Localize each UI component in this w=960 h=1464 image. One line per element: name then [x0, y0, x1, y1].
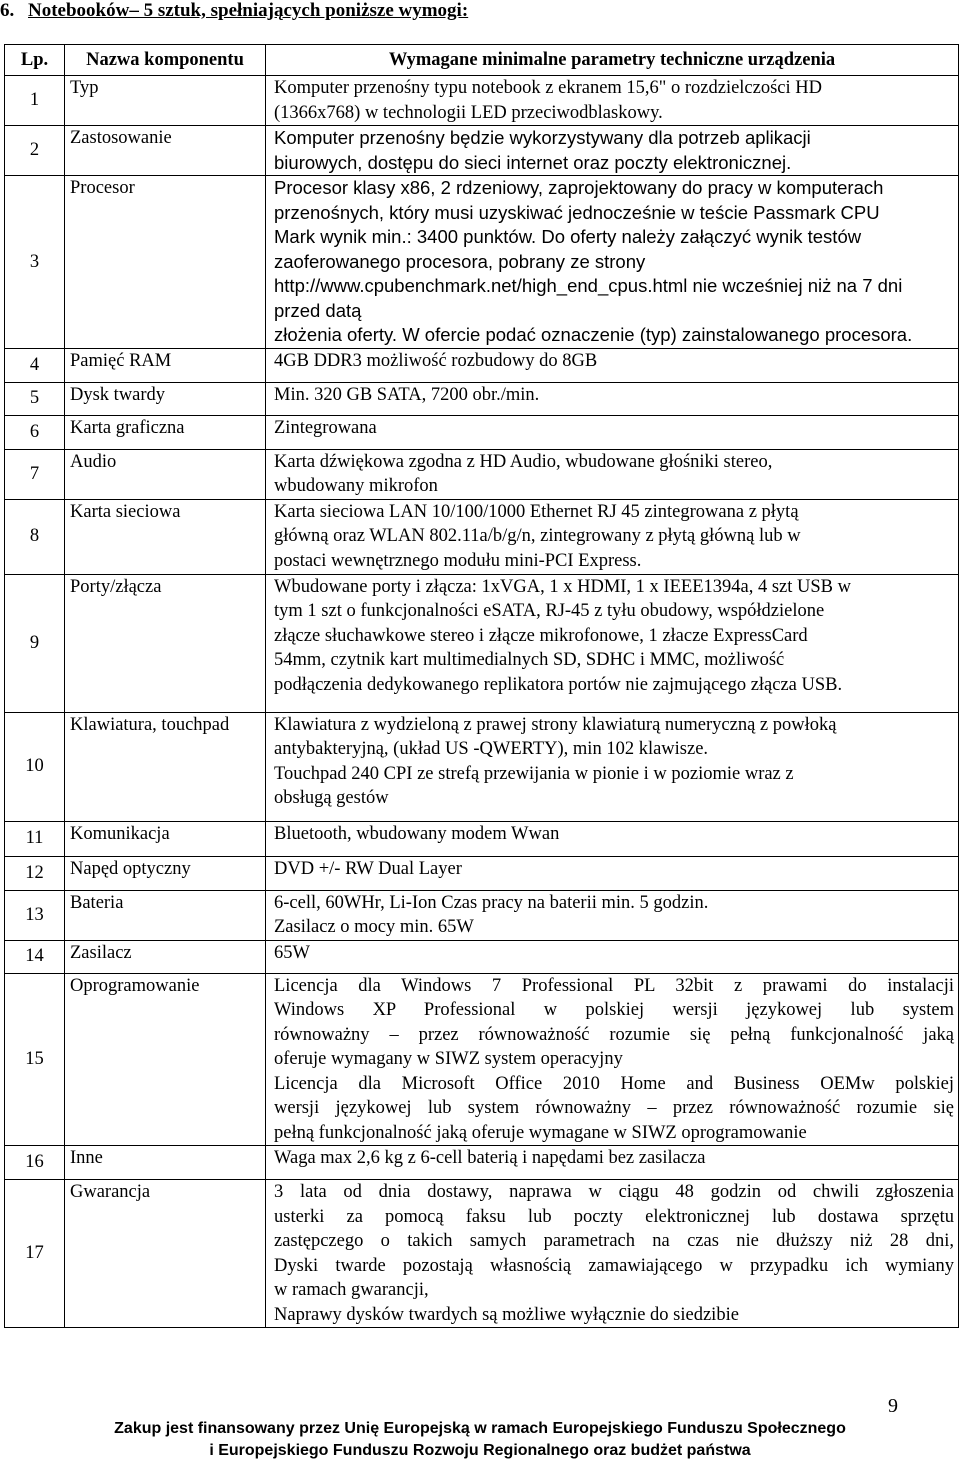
row-number: 11 — [5, 821, 65, 856]
requirement-line: postaci wewnętrznego modułu mini-PCI Express. — [274, 550, 642, 571]
requirement-line: 54mm, czytnik kart multimedialnych SD, SDHC i MMC, możliwość — [274, 650, 785, 670]
requirement-line: wbudowany mikrofon — [274, 476, 438, 496]
component-name: Zasilacz — [65, 940, 266, 973]
requirement-line: złącze słuchawkowe stereo i złącze mikrofonowe, 1 złacze ExpressCard — [274, 625, 808, 646]
component-name: Oprogramowanie — [65, 973, 266, 1146]
table-row — [5, 890, 959, 940]
requirement-line: Procesor klasy x86, 2 rdzeniowy, zaprojektowany do pracy w komputerach — [274, 177, 884, 198]
component-requirements — [266, 856, 959, 890]
requirement-line: tym 1 szt o funkcjonalności eSATA, RJ-45 z tyłu obudowy, współdzielone — [274, 601, 825, 621]
requirement-line: biurowych, dostępu do sieci internet oraz poczty elektronicznej. — [274, 151, 792, 173]
header-component: Nazwa komponentu — [65, 45, 266, 76]
section-title: Notebooków– 5 sztuk, spełniających poniższe wymogi: — [28, 0, 469, 21]
component-name: Procesor — [65, 176, 266, 349]
row-number: 14 — [5, 940, 65, 973]
component-name: Audio — [65, 449, 266, 499]
component-requirements — [266, 821, 959, 856]
component-requirements — [266, 176, 959, 349]
requirement-line: 65W — [274, 942, 310, 963]
requirement-line: DVD +/- RW Dual Layer — [274, 858, 462, 879]
row-number: 6 — [5, 415, 65, 449]
table-row — [5, 126, 959, 176]
requirement-line: przed datą — [274, 299, 362, 321]
component-requirements — [266, 940, 959, 973]
requirement-line: zaoferowanego procesora, pobrany ze strony — [274, 250, 646, 272]
table-row — [5, 574, 959, 712]
footer-line-2: i Europejskiego Funduszu Rozwoju Regionalnego oraz budżet państwa — [209, 1442, 751, 1459]
table-row — [5, 382, 959, 415]
table-row — [5, 1146, 959, 1180]
component-name: Porty/złącza — [65, 574, 266, 712]
table-row — [5, 940, 959, 973]
component-name: Zastosowanie — [65, 126, 266, 176]
requirement-line: Windows XP Professional w polskiej wersji językowej lub system — [274, 1000, 954, 1020]
requirement-line: Zasilacz o mocy min. 65W — [274, 917, 474, 937]
row-number: 15 — [5, 973, 65, 1146]
section-heading — [0, 0, 468, 22]
component-name: Dysk twardy — [65, 382, 266, 415]
requirement-line: wersji językowej lub system równoważny – przez równoważność rozumie się — [274, 1098, 954, 1118]
row-number: 2 — [5, 126, 65, 176]
requirement-line: Bluetooth, wbudowany modem Wwan — [274, 823, 560, 844]
section-number: 6. — [0, 0, 15, 21]
table-row — [5, 856, 959, 890]
table-row — [5, 499, 959, 574]
row-number: 3 — [5, 176, 65, 349]
requirement-line: antybakteryjną, (układ US -QWERTY), min 102 klawisze. — [274, 739, 709, 759]
component-name: Klawiatura, touchpad — [65, 712, 266, 821]
requirement-line: w ramach gwarancji, — [274, 1280, 429, 1300]
requirement-line: usterki za pomocą faksu lub poczty elektronicznej lub dostawa sprzętu — [274, 1206, 954, 1227]
requirement-line: 6-cell, 60WHr, Li-Ion Czas pracy na baterii min. 5 godzin. — [274, 892, 709, 913]
row-number: 4 — [5, 348, 65, 382]
component-requirements — [266, 574, 959, 712]
requirement-line: oferuje wymagany w SIWZ system operacyjny — [274, 1049, 623, 1069]
requirement-line: zastępczego o takich samych parametrach na czas nie dłuższy niż 28 dni, — [274, 1231, 954, 1251]
requirement-line: złożenia oferty. W ofercie podać oznaczenie (typ) zainstalowanego procesora. — [274, 324, 913, 345]
requirement-line: http://www.cpubenchmark.net/high_end_cpus.html nie wcześniej niż na 7 dni — [274, 275, 903, 296]
table-row — [5, 712, 959, 821]
table-row — [5, 176, 959, 349]
requirement-line: obsługą gestów — [274, 788, 389, 808]
component-name: Napęd optyczny — [65, 856, 266, 890]
component-requirements — [266, 973, 959, 1146]
requirement-line: Dyski twarde pozostają własnością zamawiającego w przypadku ich wymiany — [274, 1255, 954, 1276]
requirement-line: Komputer przenośny typu notebook z ekranem 15,6" o rozdzielczości HD — [274, 78, 822, 98]
component-requirements — [266, 890, 959, 940]
table-row — [5, 76, 959, 126]
requirement-line: Waga max 2,6 kg z 6-cell baterią i napędami bez zasilacza — [274, 1148, 706, 1168]
requirement-line: Licencja dla Windows 7 Professional PL 32bit z prawami do instalacji — [274, 975, 954, 996]
component-requirements — [266, 76, 959, 126]
row-number: 1 — [5, 76, 65, 126]
requirement-line: Karta dźwiękowa zgodna z HD Audio, wbudowane głośniki stereo, — [274, 451, 773, 472]
table-row — [5, 821, 959, 856]
component-requirements — [266, 1180, 959, 1328]
requirement-line: główną oraz WLAN 802.11a/b/g/n, zintegrowany z płytą główną lub w — [274, 526, 801, 546]
row-number: 12 — [5, 856, 65, 890]
requirement-line: 4GB DDR3 możliwość rozbudowy do 8GB — [274, 350, 598, 371]
requirement-line: Min. 320 GB SATA, 7200 obr./min. — [274, 384, 540, 405]
row-number: 7 — [5, 449, 65, 499]
requirement-line: podłączenia dedykowanego replikatora portów nie zajmującego złącza USB. — [274, 674, 843, 695]
component-name: Pamięć RAM — [65, 348, 266, 382]
row-number: 9 — [5, 574, 65, 712]
requirement-line: Zintegrowana — [274, 417, 377, 438]
row-number: 5 — [5, 382, 65, 415]
requirement-line: Touchpad 240 CPI ze strefą przewijania w pionie i w poziomie wraz z — [274, 763, 794, 784]
footer — [0, 1418, 960, 1462]
component-name: Inne — [65, 1146, 266, 1180]
row-number: 16 — [5, 1146, 65, 1180]
requirement-line: Wbudowane porty i złącza: 1xVGA, 1 x HDMI, 1 x IEEE1394a, 4 szt USB w — [274, 576, 851, 597]
table-row — [5, 348, 959, 382]
row-number: 13 — [5, 890, 65, 940]
requirement-line: Naprawy dysków twardych są możliwe wyłącznie do siedzibie — [274, 1304, 739, 1325]
table-row — [5, 449, 959, 499]
table-row — [5, 1180, 959, 1328]
component-requirements — [266, 499, 959, 574]
row-number: 10 — [5, 712, 65, 821]
requirement-line: przenośnych, który musi uzyskiwać jednocześnie w teście Passmark CPU — [274, 201, 880, 223]
component-requirements — [266, 382, 959, 415]
requirement-line: Mark wynik min.: 3400 punktów. Do oferty należy załączyć wynik testów — [274, 226, 862, 247]
component-name: Bateria — [65, 890, 266, 940]
requirement-line: Licencja dla Microsoft Office 2010 Home and Business OEMw polskiej — [274, 1073, 954, 1094]
footer-line-1: Zakup jest finansowany przez Unię Europejską w ramach Europejskiego Funduszu Społecznego — [114, 1420, 846, 1437]
row-number: 8 — [5, 499, 65, 574]
requirement-line: Klawiatura z wydzieloną z prawej strony klawiaturą numeryczną z powłoką — [274, 714, 837, 735]
component-name: Gwarancja — [65, 1180, 266, 1328]
component-requirements — [266, 1146, 959, 1180]
requirement-line: Karta sieciowa LAN 10/100/1000 Ethernet RJ 45 zintegrowana z płytą — [274, 501, 799, 522]
spec-table-body — [5, 76, 959, 1328]
component-name: Typ — [65, 76, 266, 126]
requirement-line: 3 lata od dnia dostawy, naprawa w ciągu 48 godzin od chwili zgłoszenia — [274, 1182, 954, 1202]
component-requirements — [266, 712, 959, 821]
requirement-line: (1366x768) w technologii LED przeciwodblaskowy. — [274, 102, 663, 123]
component-name: Karta graficzna — [65, 415, 266, 449]
table-header-row — [5, 45, 959, 76]
spec-table — [4, 44, 959, 1328]
component-requirements — [266, 126, 959, 176]
row-number: 17 — [5, 1180, 65, 1328]
requirement-line: równoważny – przez równoważność rozumie się pełną funkcjonalność jaką — [274, 1024, 954, 1045]
table-row — [5, 973, 959, 1146]
requirement-line: pełną funkcjonalność jaką oferuje wymagane w SIWZ oprogramowanie — [274, 1122, 807, 1143]
component-name: Komunikacja — [65, 821, 266, 856]
header-params: Wymagane minimalne parametry techniczne urządzenia — [266, 45, 959, 76]
component-requirements — [266, 348, 959, 382]
requirement-line: Komputer przenośny będzie wykorzystywany dla potrzeb aplikacji — [274, 127, 811, 148]
table-row — [5, 415, 959, 449]
component-name: Karta sieciowa — [65, 499, 266, 574]
header-lp: Lp. — [5, 45, 65, 76]
page-number: 9 — [888, 1395, 898, 1417]
component-requirements — [266, 449, 959, 499]
component-requirements — [266, 415, 959, 449]
